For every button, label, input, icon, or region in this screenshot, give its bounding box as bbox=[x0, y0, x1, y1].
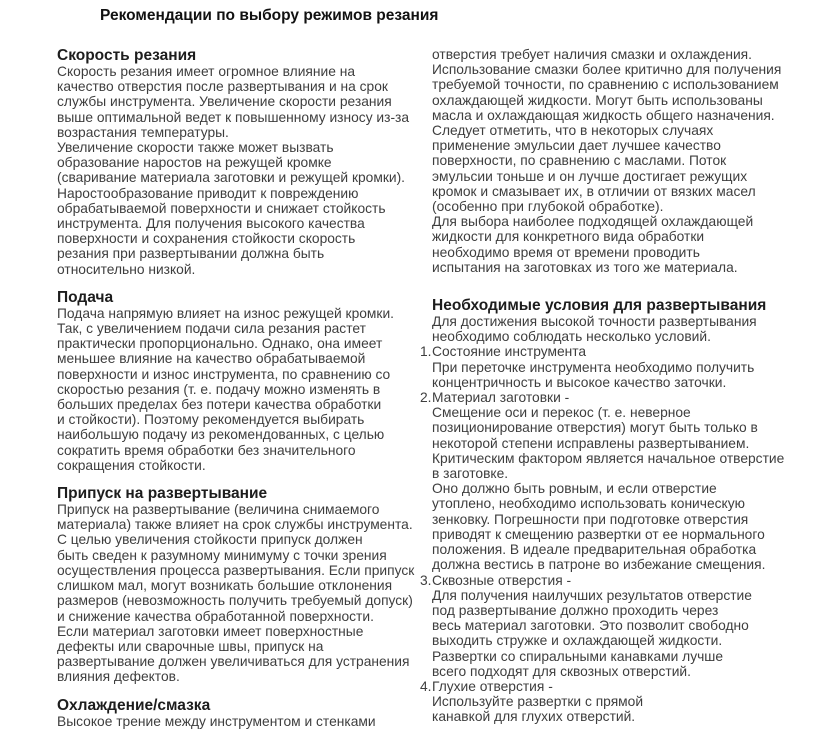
text-line: службы инструмента. Увеличение скорости резания bbox=[57, 94, 392, 110]
text-line: Оно должно быть ровным, и если отверстие bbox=[432, 481, 717, 497]
text-line: Следует отметить, что в некоторых случаях bbox=[432, 123, 714, 139]
text-line: Наростообразование приводит к повреждению bbox=[57, 185, 359, 201]
text-line: возрастания температуры. bbox=[57, 124, 229, 140]
text-line: всего подходят для сквозных отверстий. bbox=[432, 663, 691, 679]
text-line: концентричность и высокое качество заточки. bbox=[432, 374, 727, 390]
text-line: охлаждающей жидкости. Могут быть использованы bbox=[432, 92, 763, 108]
text-line: под развертывание должно проходить через bbox=[432, 602, 719, 618]
list-number: 2. bbox=[420, 390, 432, 406]
text-line: Для выбора наиболее подходящей охлаждающей bbox=[432, 214, 754, 230]
text-line: развертывание должен увеличиваться для устранения bbox=[57, 654, 410, 670]
text-line: Состояние инструмента bbox=[432, 344, 587, 360]
text-line: выше оптимальной ведет к повышенному износу из-за bbox=[57, 109, 410, 125]
text-line: требуемой точности, по сравнению с использованием bbox=[432, 77, 779, 93]
text-line: осуществления процесса развертывания. Если припуск bbox=[57, 562, 415, 578]
text-line: масла и охлаждающая жидкость общего назначения. bbox=[432, 107, 775, 123]
text-line: Для получения наилучших результатов отверстие bbox=[432, 587, 752, 603]
text-line: зенковку. Погрешности при подготовке отверстия bbox=[432, 511, 749, 527]
list-number: 3. bbox=[420, 572, 432, 588]
right-column bbox=[420, 47, 808, 725]
text-line: приводят к смещению развертки от ее нормального bbox=[432, 526, 765, 542]
text-line: Смещение оси и перекос (т. е. неверное bbox=[432, 405, 691, 421]
list-item bbox=[420, 344, 808, 390]
text-line: Так, с увеличением подачи сила резания растет bbox=[57, 321, 366, 337]
text-line: положения. В идеале предварительная обработка bbox=[432, 542, 757, 558]
text-line: и стойкости). Поэтому рекомендуется выбирать bbox=[57, 412, 365, 428]
text-line: практически пропорционально. Однако, она имеет bbox=[57, 336, 383, 352]
section-heading: Скорость резания bbox=[57, 47, 197, 64]
list-number: 1. bbox=[420, 344, 432, 360]
text-line: слишком мал, могут возникать большие отклонения bbox=[57, 578, 393, 594]
text-section bbox=[57, 289, 419, 473]
text-line: необходимо соблюдать несколько условий. bbox=[432, 329, 711, 345]
text-line: обрабатываемой поверхности и снижает стойкость bbox=[57, 200, 386, 216]
text-line: канавкой для глухих отверстий. bbox=[432, 709, 636, 725]
text-line: Скорость резания имеет огромное влияние на bbox=[57, 64, 356, 79]
text-line: некоторой степени исправлены развертыванием. bbox=[432, 435, 750, 451]
text-section bbox=[57, 485, 419, 684]
text-line: Сквозные отверстия - bbox=[432, 572, 572, 588]
text-line: весь материал заготовки. Это позволит свободно bbox=[432, 618, 749, 634]
list-item bbox=[420, 390, 808, 573]
text-line: необходимо время от времени проводить bbox=[432, 244, 700, 260]
text-line: дефекты или сварочные швы, припуск на bbox=[57, 638, 324, 654]
text-line: Использование смазки более критично для получения bbox=[432, 62, 782, 78]
text-line: инструмента. Для получения высокого качества bbox=[57, 216, 365, 232]
text-line: применение эмульсии дает лучшее качество bbox=[432, 138, 721, 154]
text-line: Развертки со спиральными канавками лучше bbox=[432, 648, 724, 664]
text-line: сокращения стойкости. bbox=[57, 457, 206, 473]
text-line: должна вестись в патроне во избежание смещения. bbox=[432, 557, 766, 573]
text-line: и снижение качества обработанной поверхности. bbox=[57, 608, 374, 624]
text-line: отверстия требует наличия смазки и охлаждения. bbox=[432, 47, 752, 62]
section-heading: Подача bbox=[57, 288, 114, 306]
text-line: скоростью резания (т. е. подачу можно изменять в bbox=[57, 381, 381, 397]
text-line: образование наростов на режущей кромке bbox=[57, 155, 332, 171]
text-line: влияния дефектов. bbox=[57, 669, 180, 685]
text-line: наибольшую подачу из рекомендованных, с целью bbox=[57, 427, 385, 443]
text-line: Используйте развертки с прямой bbox=[432, 694, 644, 710]
text-line: Припуск на развертывание (величина снимаемого bbox=[57, 502, 380, 518]
list-item bbox=[420, 678, 808, 725]
text-line: относительно низкой. bbox=[57, 261, 196, 277]
text-line: (особенно при глубокой обработке). bbox=[432, 199, 664, 215]
text-line: Для достижения высокой точности развертывания bbox=[432, 314, 757, 330]
list-number: 4. bbox=[420, 678, 432, 694]
text-line: Высокое трение между инструментом и стенками bbox=[57, 713, 376, 729]
text-line: С целью увеличения стойкости припуск должен bbox=[57, 532, 363, 548]
text-section bbox=[420, 297, 808, 725]
text-line: позиционирование отверстия) могут быть только в bbox=[432, 420, 758, 436]
text-line: Если материал заготовки имеет поверхностные bbox=[57, 623, 364, 639]
text-line: испытания на заготовках из того же материала. bbox=[432, 259, 738, 275]
text-line: материала) также влияет на срок службы инструмента. bbox=[57, 517, 413, 533]
text-line: Критическим фактором является начальное отверстие bbox=[432, 450, 785, 466]
section-heading: Припуск на развертывание bbox=[57, 485, 268, 503]
text-line: больших пределах без потери качества обработки bbox=[57, 397, 382, 413]
text-section bbox=[57, 47, 419, 277]
section-heading: Необходимые условия для развертывания bbox=[432, 297, 767, 315]
text-line: размеров (невозможность получить требуемый допуск) bbox=[57, 593, 413, 609]
text-line: резания при развертывании должна быть bbox=[57, 246, 325, 262]
text-line: выходить стружке и охлаждающей жидкости. bbox=[432, 633, 723, 649]
text-section bbox=[57, 697, 419, 729]
text-line: кромок и смазывает их, в отличии от вязких масел bbox=[432, 183, 756, 199]
text-line: Подача напрямую влияет на износ режущей кромки. bbox=[57, 305, 394, 321]
page-title: Рекомендации по выбору режимов резания bbox=[100, 7, 439, 24]
text-line: меньшее влияние на качество обрабатываемой bbox=[57, 351, 366, 367]
text-line: в заготовке. bbox=[432, 466, 509, 482]
text-line: (сваривание материала заготовки и режущей кромки). bbox=[57, 170, 406, 186]
list-item bbox=[420, 572, 808, 679]
text-line: поверхности, по сравнению с маслами. Поток bbox=[432, 153, 727, 169]
left-column bbox=[57, 47, 419, 729]
text-line: поверхности и сохранения стойкости скорость bbox=[57, 231, 356, 247]
text-line: утоплено, необходимо использовать коническую bbox=[432, 496, 745, 512]
text-line: Материал заготовки - bbox=[432, 390, 570, 406]
text-line: жидкости для конкретного вида обработки bbox=[432, 229, 705, 245]
section-heading: Охлаждение/смазка bbox=[57, 696, 211, 714]
text-section bbox=[432, 47, 808, 275]
text-line: Увеличение скорости также может вызвать bbox=[57, 140, 334, 156]
text-line: сократить время обработки без значительного bbox=[57, 442, 356, 458]
text-line: быть сведен к разумному минимуму с точки зрения bbox=[57, 547, 387, 563]
text-line: поверхности и износ инструмента, по сравнению со bbox=[57, 366, 391, 382]
text-line: эмульсии тоньше и он лучше достигает режущих bbox=[432, 168, 748, 184]
text-line: При переточке инструмента необходимо получить bbox=[432, 359, 755, 375]
text-line: качество отверстия после развертывания и на срок bbox=[57, 79, 388, 95]
text-line: Глухие отверстия - bbox=[432, 678, 553, 694]
